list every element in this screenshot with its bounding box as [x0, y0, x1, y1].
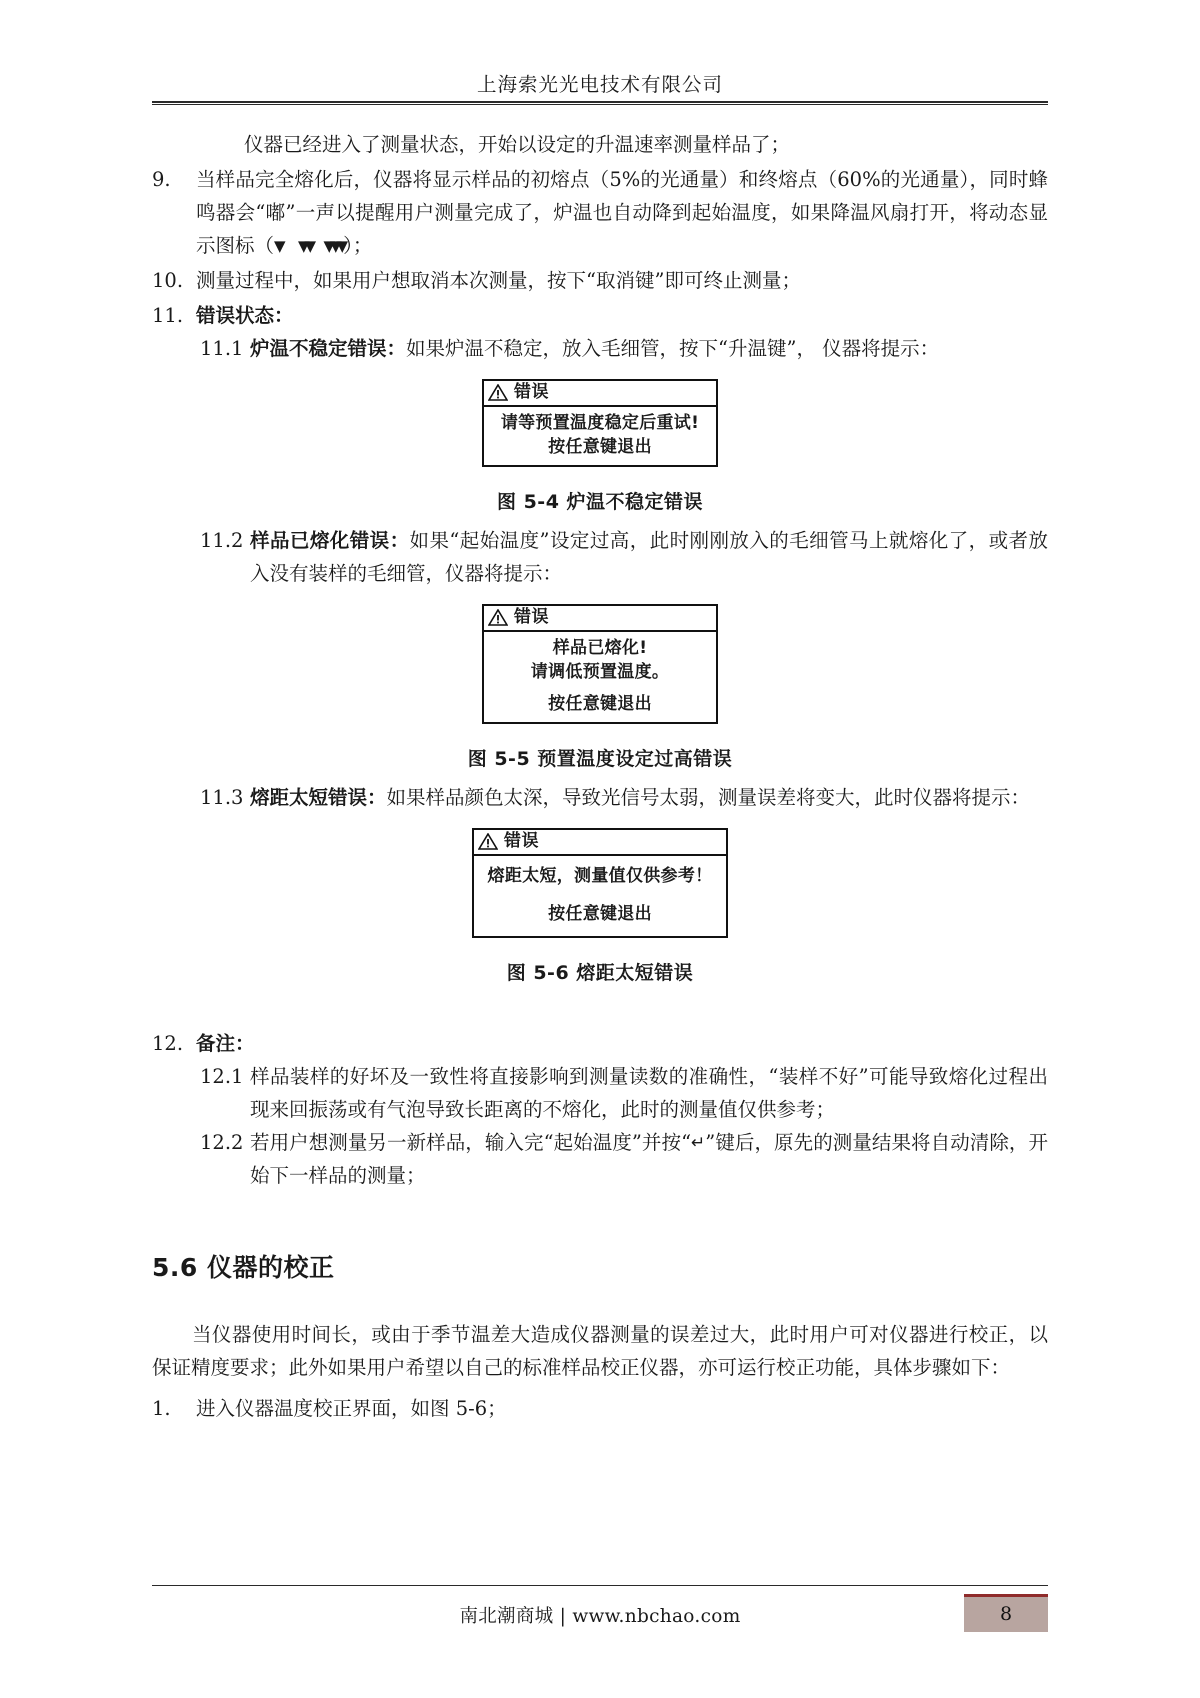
dialog-line-1: 请等预置温度稳定后重试! — [500, 413, 700, 433]
figure-caption-5-4: 图 5-4 炉温不稳定错误 — [496, 491, 704, 513]
page-number: 8 — [999, 1603, 1013, 1625]
warning-triangle-icon — [488, 384, 508, 401]
dialog-titlebar — [484, 606, 716, 632]
section-step-1 — [152, 1392, 1048, 1425]
section-title: 仪器的校正 — [207, 1253, 335, 1282]
header-company-name: 上海索光光电技术有限公司 — [476, 73, 723, 96]
sub-item-11-1 — [200, 332, 1048, 365]
dialog-title: 错误 — [514, 382, 549, 402]
sub-item-11-2-number: 11.2 — [200, 529, 244, 552]
sub-item-11-2 — [200, 524, 1048, 590]
sub-item-12-1-body: 样品装样的好坏及一致性将直接影响到测量读数的准确性，“装样不好”可能导致熔化过程出现来回振荡或有气泡导致长距离的不熔化，此时的测量值仅供参考； — [250, 1065, 1048, 1121]
sub-item-11-2-text: 如果“起始温度”设定过高，此时刚刚放入的毛细管马上就熔化了，或者放入没有装样的毛细管，仪器将提示： — [250, 529, 1048, 585]
sub-item-12-2-text-a: 若用户想测量另一新样品，输入完“起始温度”并按“ — [250, 1131, 692, 1154]
warning-triangle-icon — [488, 609, 508, 626]
fan-arrow-icon-3: ▼▼▼ — [323, 237, 344, 255]
list-item-12-label: 备注： — [196, 1032, 255, 1055]
list-item-10-body: 测量过程中，如果用户想取消本次测量，按下“取消键”即可终止测量； — [196, 269, 801, 292]
list-item-12-number: 12. — [152, 1032, 184, 1055]
sub-item-11-1-number: 11.1 — [200, 337, 244, 360]
sub-item-12-2-body — [250, 1126, 1048, 1192]
section-step-1-number: 1. — [152, 1397, 171, 1420]
list-item-9-body — [196, 163, 1048, 262]
section-step-1-text: 进入仪器温度校正界面，如图 5-6； — [196, 1397, 507, 1420]
section-paragraph: 当仪器使用时间长，或由于季节温差大造成仪器测量的误差过大，此时用户可对仪器进行校正，以保证精度要求；此外如果用户希望以自己的标准样品校正仪器，亦可运行校正功能，具体步骤如下： — [152, 1323, 1048, 1379]
sub-item-12-2-number: 12.2 — [200, 1131, 244, 1154]
sub-item-11-3-label: 熔距太短错误： — [250, 786, 387, 809]
fan-arrow-icon-2: ▼▼ — [297, 237, 312, 255]
sub-item-11-3-body — [250, 781, 1048, 814]
dialog-line-1: 样品已熔化! — [552, 638, 648, 658]
footer-divider — [152, 1585, 1048, 1586]
sub-item-11-1-text: 如果炉温不稳定，放入毛细管，按下“升温键”， 仪器将提示： — [406, 337, 940, 360]
sub-item-11-3 — [200, 781, 1048, 814]
page-footer — [152, 1594, 1048, 1638]
sub-item-12-1-number: 12.1 — [200, 1065, 244, 1088]
header-divider — [152, 101, 1048, 105]
dialog-line-3: 按任意键退出 — [548, 694, 652, 714]
list-item-11-label: 错误状态： — [196, 304, 294, 327]
figure-caption-5-5: 图 5-5 预置温度设定过高错误 — [467, 748, 733, 770]
lead-in-paragraph: 仪器已经进入了测量状态，开始以设定的升温速率测量样品了； — [244, 133, 791, 156]
section-number: 5.6 — [152, 1253, 198, 1282]
sub-item-11-1-label: 炉温不稳定错误： — [250, 337, 407, 360]
list-item-10-number: 10. — [152, 269, 184, 292]
sub-item-11-2-label: 样品已熔化错误： — [250, 529, 410, 552]
sub-item-11-1-body — [250, 332, 1048, 365]
list-item-12 — [152, 1027, 1048, 1060]
dialog-line-2: 按任意键退出 — [548, 904, 652, 924]
sub-item-12-2 — [200, 1126, 1048, 1192]
dialog-line-2: 按任意键退出 — [548, 437, 652, 457]
list-item-9 — [152, 163, 1048, 262]
sub-item-11-3-number: 11.3 — [200, 786, 244, 809]
page-content — [152, 128, 1048, 1425]
dialog-titlebar — [484, 381, 716, 407]
sub-item-11-2-body — [250, 524, 1048, 590]
dialog-body — [484, 407, 716, 465]
dialog-body — [474, 856, 726, 936]
sub-item-11-3-text: 如果样品颜色太深，导致光信号太弱，测量误差将变大，此时仪器将提示： — [386, 786, 1031, 809]
page-header — [152, 72, 1048, 97]
list-item-12-body — [196, 1027, 1048, 1060]
dialog-line-2: 请调低预置温度。 — [530, 662, 670, 682]
enter-key-icon: ↵ — [691, 1133, 706, 1153]
list-item-11-number: 11. — [152, 304, 184, 327]
list-item-10 — [152, 264, 1048, 297]
footer-site-text: 南北潮商城 | www.nbchao.com — [459, 1606, 741, 1627]
section-heading-5-6 — [152, 1248, 1048, 1284]
fan-arrow-icon-1: ▼ — [274, 237, 286, 255]
list-item-11-body — [196, 299, 1048, 332]
dialog-titlebar — [474, 830, 726, 856]
error-dialog-sample-melted — [482, 604, 718, 724]
figure-caption-5-6: 图 5-6 熔距太短错误 — [506, 962, 694, 984]
list-item-9-text-a: 当样品完全熔化后，仪器将显示样品的初熔点（5%的光通量）和终熔点（60%的光通量），同时蜂鸣器会“嘟”一声以提醒用户测量完成了，炉温也自动降到起始温度，如果降温风扇打开，将动态显示图标（ — [196, 168, 1048, 257]
list-item-11 — [152, 299, 1048, 332]
dialog-line-1: 熔距太短，测量值仅供参考！ — [487, 866, 713, 886]
list-item-9-number: 9. — [152, 168, 171, 191]
sub-item-12-1 — [200, 1060, 1048, 1126]
sub-item-12-2-text-b: ”键后，原先的测量结果将自动清除，开始下一样品的测量； — [250, 1131, 1048, 1187]
error-dialog-furnace-unstable — [482, 379, 718, 467]
list-item-9-text-b: ）； — [343, 234, 373, 257]
dialog-title: 错误 — [514, 607, 549, 627]
error-dialog-melt-range-short — [472, 828, 728, 938]
warning-triangle-icon — [478, 833, 498, 850]
dialog-title: 错误 — [504, 831, 539, 851]
dialog-body — [484, 632, 716, 722]
